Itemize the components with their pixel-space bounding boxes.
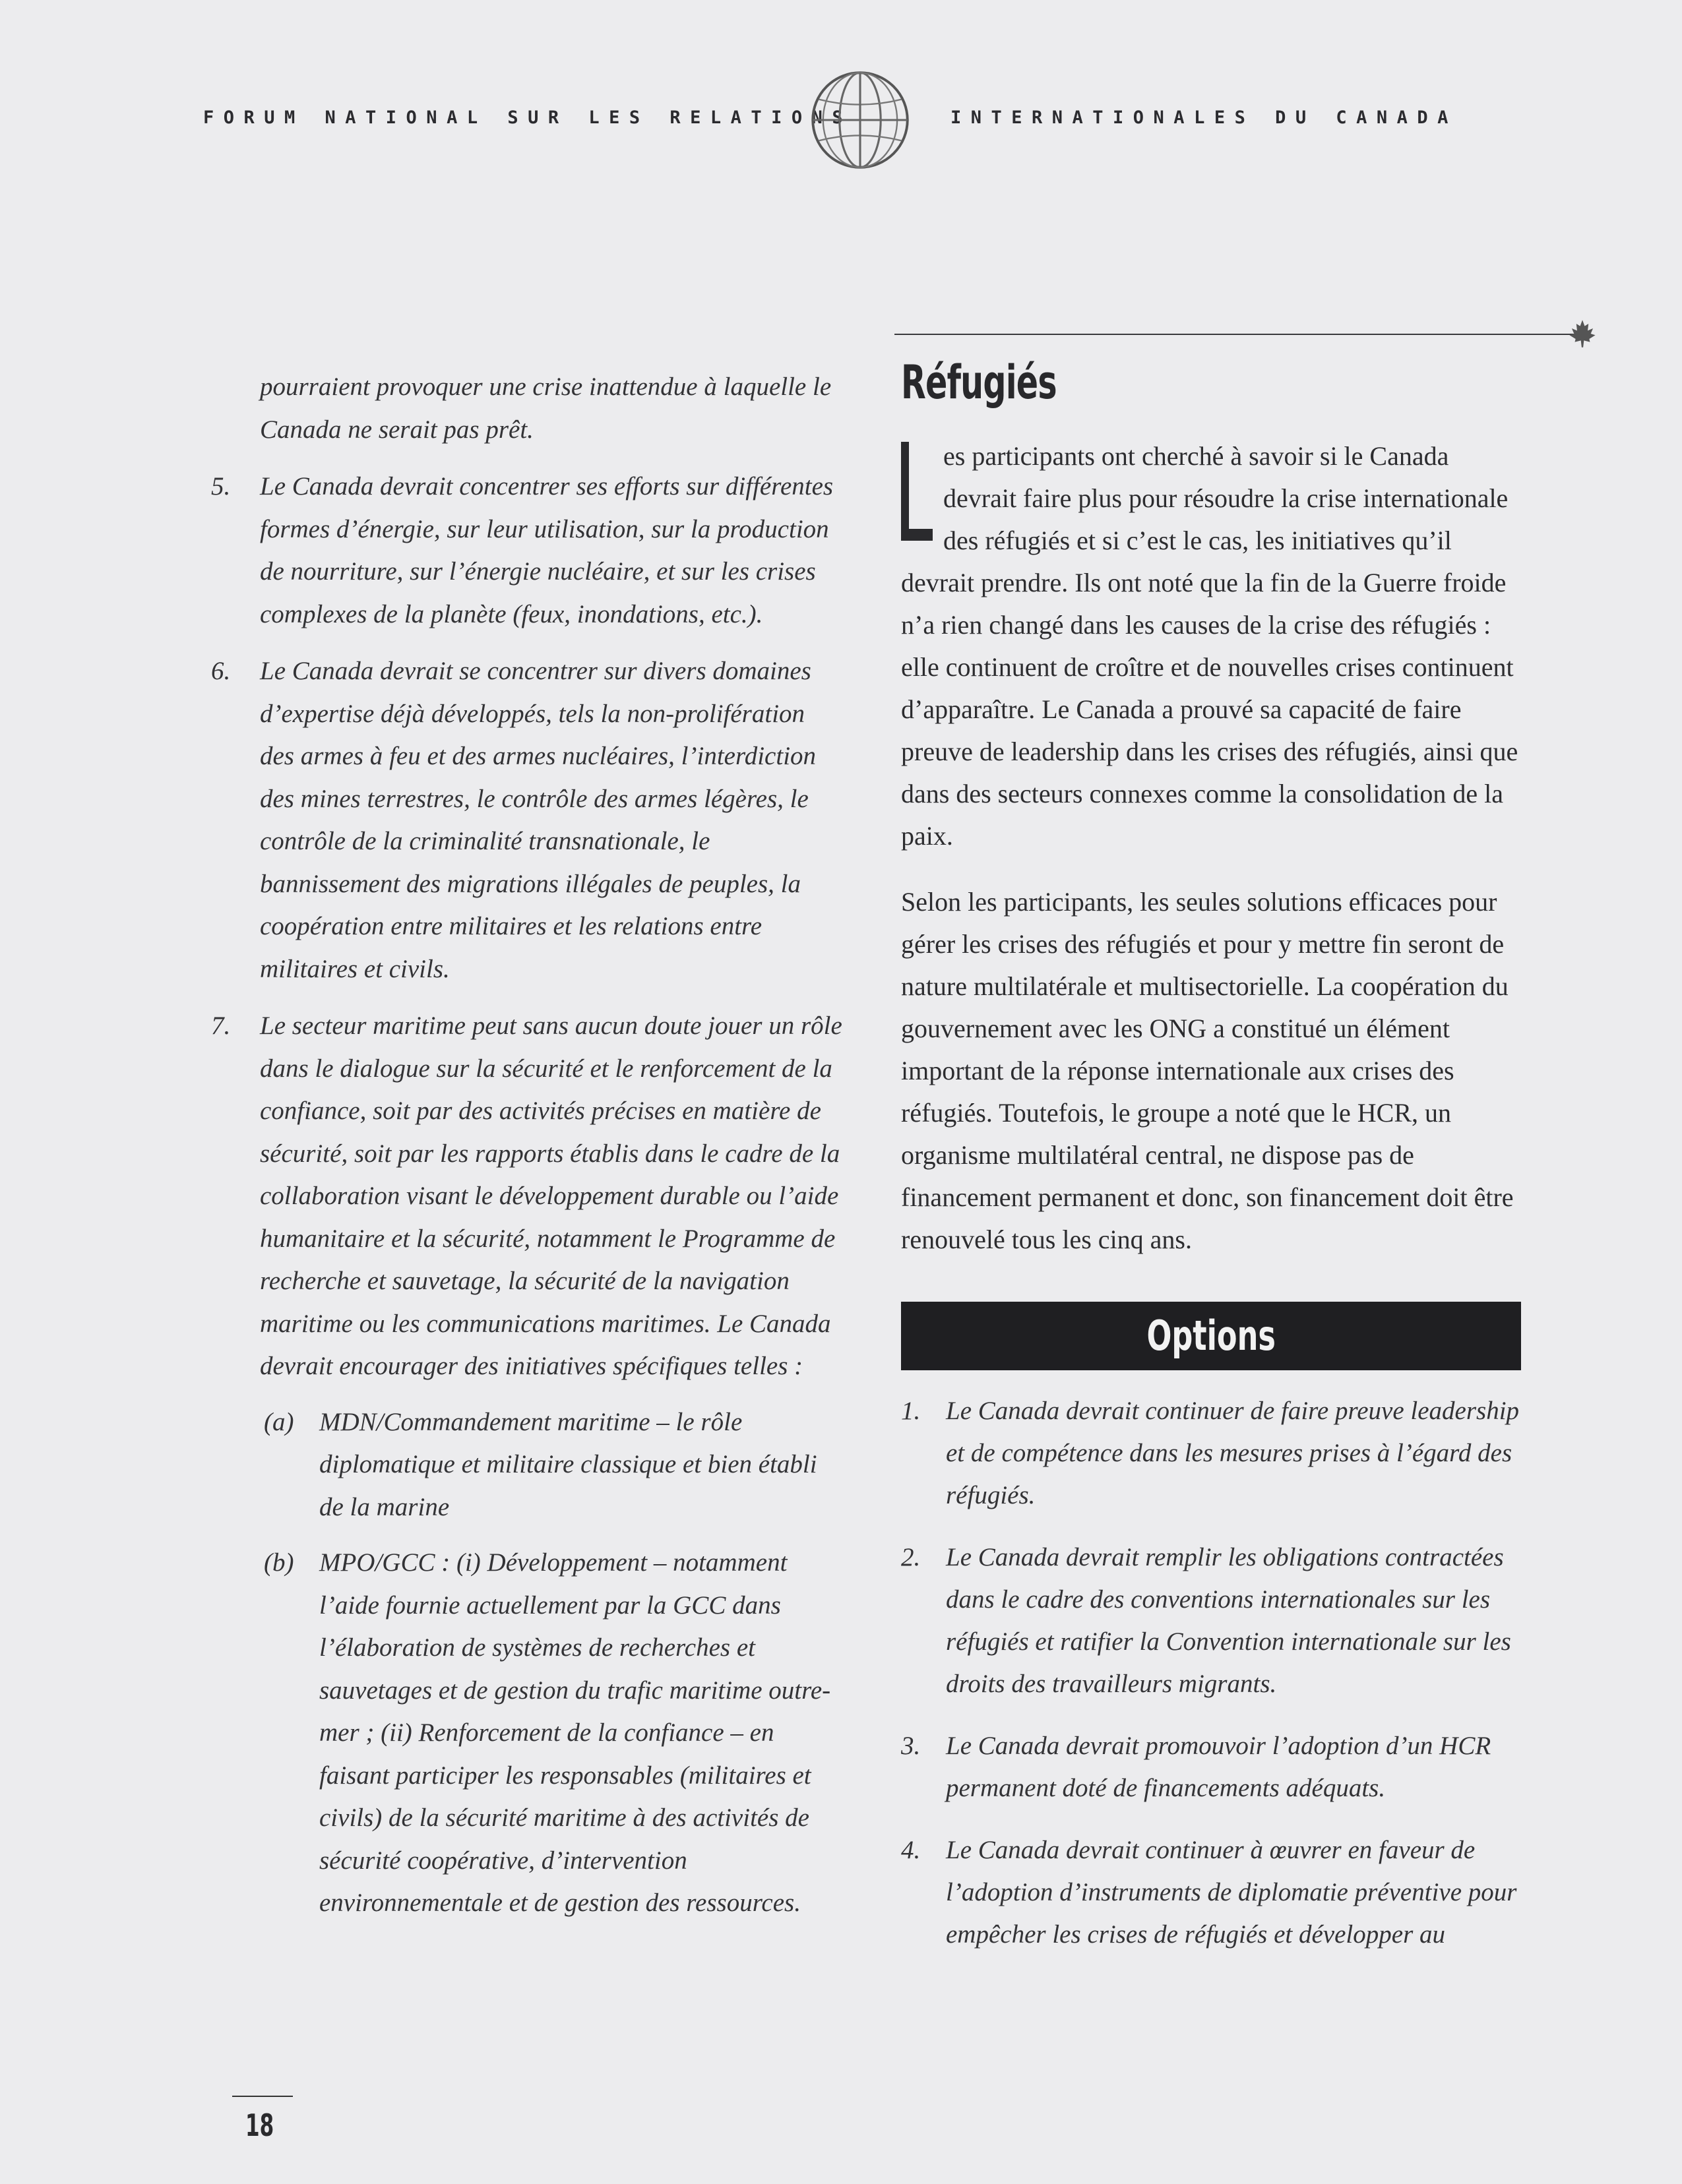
item-number: 6. [211, 657, 231, 685]
intro-paragraph-text: es participants ont cherché à savoir si le Canada devrait faire plus pour résoudre la crise internationale des réfugiés et si c’est le cas, les initiatives qu’il devrait prendre. Ils ont noté que la fin de la Guerre froide n’a rien changé dans les causes de la crise des réfugiés : elle continuent de croître et de nouvelles crises continuent d’apparaître. Le Canada a prouvé sa capacité de faire preuve de leadership dans les crises des réfugiés, ainsi que dans des secteurs connexes comme la consolidation de la paix. [901, 441, 1518, 851]
page-number: 18 [245, 2108, 274, 2143]
options-title: Options [1146, 1312, 1276, 1360]
item-number: 5. [211, 472, 231, 501]
sub-item-label: (b) [264, 1548, 294, 1577]
maple-leaf-icon [1567, 318, 1598, 349]
header-left-text: FORUM NATIONAL SUR LES RELATIONS [203, 107, 853, 128]
option-text: Le Canada devrait continuer à œuvrer en faveur de l’adoption d’instruments de diplomatie préventive pour empêcher les crises de réfugiés et développer au [946, 1836, 1517, 1949]
option-number: 2. [901, 1543, 921, 1571]
option-item [901, 1390, 1521, 1517]
option-number: 1. [901, 1397, 921, 1425]
item-number: 7. [211, 1012, 231, 1040]
option-text: Le Canada devrait remplir les obligations contractées dans le cadre des conventions internationales sur les réfugiés et ratifier la Convention internationale sur les droits des travailleurs migrants. [946, 1543, 1511, 1698]
sub-list-item [211, 1542, 844, 1925]
left-column [211, 366, 844, 1925]
options-banner [901, 1302, 1521, 1370]
sub-item-label: (a) [264, 1407, 294, 1436]
second-paragraph: Selon les participants, les seules solutions efficaces pour gérer les crises des réfugiés et pour y mettre fin seront de nature multilatérale et multisectorielle. La coopération du gouvernement avec les ONG a constitué un élément important de la réponse internationale aux crises des réfugiés. Toutefois, le groupe a noté que le HCR, un organisme multilatéral central, ne dispose pas de financement permanent et donc, son financement doit être renouvelé tous les cinq ans. [901, 887, 1514, 1254]
intro-paragraph [901, 435, 1521, 857]
option-text: Le Canada devrait promouvoir l’adoption d’un HCR permanent doté de financements adéquats. [946, 1732, 1491, 1802]
globe-logo-icon [809, 69, 912, 171]
option-text: Le Canada devrait continuer de faire preuve leadership et de compétence dans les mesures prises à l’égard des réfugiés. [946, 1397, 1520, 1509]
item-text: Le Canada devrait se concentrer sur divers domaines d’expertise déjà développés, tels la non-prolifération des armes à feu et des armes nucléaires, l’interdiction des mines terrestres, le contrôle des armes légères, le contrôle de la criminalité transnationale, le bannissement des migrations illégales de peuples, la coopération entre militaires et les relations entre militaires et civils. [260, 657, 817, 983]
item-text: Le secteur maritime peut sans aucun doute jouer un rôle dans le dialogue sur la sécurité et le renforcement de la confiance, soit par des activités précises en matière de sécurité, soit par les rapports établis dans le cadre de la collaboration visant le développement durable ou l’aide humanitaire et la sécurité, notamment le Programme de recherche et sauvetage, la sécurité de la navigation maritime ou les communications maritimes. Le Canada devrait encourager des initiatives spécifiques telles : [260, 1012, 842, 1380]
section-title: Réfugiés [901, 355, 1057, 410]
drop-cap-l [901, 442, 933, 541]
option-item [901, 1829, 1521, 1956]
header-right-text: INTERNATIONALES DU CANADA [950, 107, 1458, 128]
sub-item-text: MPO/GCC : (i) Développement – notamment l’aide fournie actuellement par la GCC dans l’élaboration de systèmes de recherches et sauvetages et de gestion du trafic maritime outre-mer ; (ii) Renforcement de la confiance – en faisant participer les responsables (militaires et civils) de la sécurité maritime à des activités de sécurité coopérative, d’intervention environnementale et de gestion des ressources. [319, 1548, 831, 1917]
right-column [901, 349, 1521, 1956]
list-item [211, 466, 844, 636]
continued-text: pourraient provoquer une crise inattendue à laquelle le Canada ne serait pas prêt. [260, 373, 832, 444]
sub-item-text: MDN/Commandement maritime – le rôle diplomatique et militaire classique et bien établi de la marine [319, 1407, 817, 1521]
option-item [901, 1536, 1521, 1705]
section-divider [894, 334, 1584, 335]
option-item [901, 1725, 1521, 1809]
footer-rule [232, 2096, 293, 2097]
list-item [211, 1005, 844, 1388]
item-text: Le Canada devrait concentrer ses efforts sur différentes formes d’énergie, sur leur utilisation, sur la production de nourriture, sur l’énergie nucléaire, et sur les crises complexes de la planète (feux, inondations, etc.). [260, 472, 834, 628]
option-number: 3. [901, 1732, 921, 1760]
option-number: 4. [901, 1836, 921, 1864]
list-item [211, 650, 844, 990]
sub-list-item [211, 1401, 844, 1529]
